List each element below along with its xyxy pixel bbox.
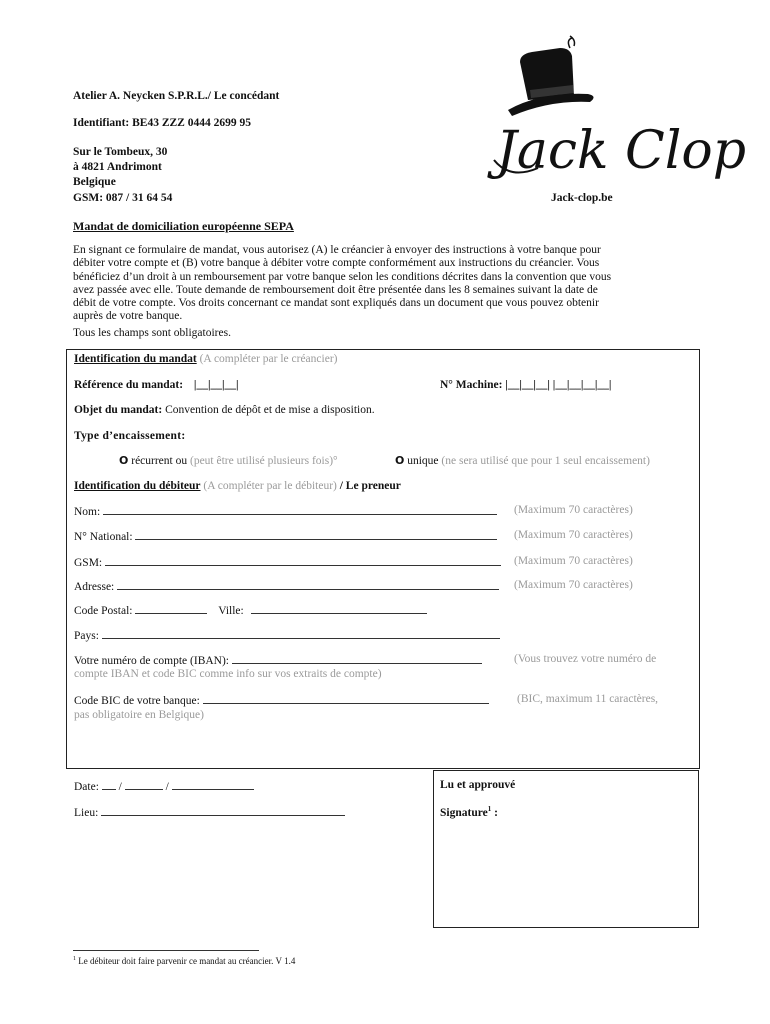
iban-label: Votre numéro de compte (IBAN): bbox=[74, 655, 229, 667]
footnote-marker: 1 bbox=[73, 956, 76, 962]
field-label: Nom: bbox=[74, 506, 101, 518]
field-bic bbox=[74, 693, 489, 707]
bic-hint: (BIC, maximum 11 caractères, bbox=[517, 693, 659, 705]
iban-input[interactable] bbox=[232, 653, 482, 664]
debtor-section-hint: (A compléter par le débiteur) bbox=[203, 480, 337, 492]
machine-number bbox=[440, 379, 611, 391]
recurrent-radio[interactable]: O bbox=[119, 454, 129, 467]
approved-label: Lu et approuvé bbox=[440, 779, 516, 791]
field-name bbox=[74, 504, 497, 518]
phone-number: GSM: 087 / 31 64 54 bbox=[73, 192, 173, 204]
intro-line: bénéficiez d’un droit à un remboursement par votre banque selon les conditions décrites dans la convention que vous bbox=[73, 270, 612, 283]
intro-line: auprès de votre banque. bbox=[73, 310, 183, 323]
debtor-section-suffix: / Le preneur bbox=[339, 480, 401, 492]
postal-code-input[interactable] bbox=[135, 603, 207, 614]
creditor-section-title: Identification du mandat bbox=[74, 353, 197, 365]
footnote-text: Le débiteur doit faire parvenir ce mandat au créancier. V 1.4 bbox=[78, 956, 296, 966]
machine-input[interactable]: |__|__|__| |__|__|__|__| bbox=[505, 379, 612, 391]
mandate-reference bbox=[74, 379, 239, 391]
object-value: Convention de dépôt et de mise a disposition. bbox=[165, 404, 375, 416]
creditor-section-hint: (A compléter par le créancier) bbox=[199, 353, 338, 365]
gsm-input[interactable] bbox=[105, 555, 501, 566]
country-input[interactable] bbox=[102, 628, 500, 639]
field-label: N° National: bbox=[74, 531, 133, 543]
intro-line: En signant ce formulaire de mandat, vous autorisez (A) le créancier à envoyer des instructions à votre banque pour bbox=[73, 244, 601, 256]
date-separator: / bbox=[165, 781, 169, 793]
address-city: à 4821 Andrimont bbox=[73, 161, 162, 173]
field-label: Adresse: bbox=[74, 581, 115, 593]
jack-clop-logo bbox=[490, 40, 747, 185]
field-postal-city bbox=[74, 603, 427, 617]
iban-hint: (Vous trouvez votre numéro de bbox=[514, 653, 657, 665]
address-street: Sur le Tombeux, 30 bbox=[73, 146, 168, 158]
place-input[interactable] bbox=[101, 805, 345, 816]
place-field bbox=[74, 805, 345, 819]
reference-label: Référence du mandat: bbox=[74, 379, 184, 391]
mandate-title: Mandat de domiciliation européenne SEPA bbox=[73, 219, 294, 233]
field-country bbox=[74, 628, 500, 642]
unique-label: unique bbox=[407, 455, 439, 467]
creditor-identifier: Identifiant: BE43 ZZZ 0444 2699 95 bbox=[73, 117, 251, 129]
logo-text: Jack Clop bbox=[496, 121, 747, 181]
field-iban bbox=[74, 653, 482, 667]
intro-line: débiter votre compte et (B) votre banque à débiter votre compte conformément aux instructions du créancier. Vous bbox=[73, 257, 600, 270]
signature-label: Signature bbox=[440, 806, 488, 819]
footnote bbox=[73, 956, 295, 966]
city-input[interactable] bbox=[251, 603, 427, 614]
field-hint: (Maximum 70 caractères) bbox=[514, 555, 633, 567]
bic-hint-continued: pas obligatoire en Belgique) bbox=[74, 709, 204, 721]
required-fields-note: Tous les champs sont obligatoires. bbox=[73, 327, 231, 339]
date-label: Date: bbox=[74, 781, 99, 793]
signature-label-row bbox=[440, 805, 498, 819]
reference-input[interactable]: |__|__|__| bbox=[193, 379, 239, 391]
signature-footnote-ref: 1 bbox=[487, 805, 492, 813]
recurrent-option[interactable] bbox=[119, 454, 338, 467]
address-input[interactable] bbox=[117, 579, 499, 590]
recurrent-label: récurrent ou bbox=[131, 455, 188, 467]
field-label: GSM: bbox=[74, 557, 103, 569]
date-field bbox=[74, 779, 254, 793]
date-separator: / bbox=[118, 781, 122, 793]
country-label: Pays: bbox=[74, 630, 99, 642]
machine-label: N° Machine: bbox=[440, 379, 503, 391]
date-day-input[interactable] bbox=[102, 779, 116, 790]
mandate-object bbox=[74, 404, 375, 416]
unique-radio[interactable]: O bbox=[395, 454, 405, 467]
field-national-number bbox=[74, 529, 497, 543]
unique-option[interactable] bbox=[395, 454, 650, 467]
field-hint: (Maximum 70 caractères) bbox=[514, 529, 633, 541]
intro-line: débit de votre compte. Vos droits concernant ce mandat sont expliqués dans un document que vous pouvez obtenir bbox=[73, 297, 599, 310]
field-gsm bbox=[74, 555, 501, 569]
bic-label: Code BIC de votre banque: bbox=[74, 695, 200, 707]
unique-hint: (ne sera utilisé que pour 1 seul encaissement) bbox=[441, 455, 650, 467]
mandate-intro bbox=[73, 244, 693, 324]
company-name: Atelier A. Neycken S.P.R.L./ Le concédant bbox=[73, 90, 280, 102]
address-country: Belgique bbox=[73, 176, 116, 188]
footnote-divider bbox=[73, 950, 259, 951]
field-hint: (Maximum 70 caractères) bbox=[514, 579, 633, 591]
signature-colon: : bbox=[491, 806, 498, 819]
date-year-input[interactable] bbox=[172, 779, 254, 790]
bic-input[interactable] bbox=[203, 693, 489, 704]
debtor-section-title: Identification du débiteur bbox=[74, 480, 201, 492]
iban-hint-continued: compte IBAN et code BIC comme info sur vos extraits de compte) bbox=[74, 668, 382, 680]
debtor-section-header bbox=[74, 480, 401, 492]
creditor-section-header bbox=[74, 353, 337, 365]
city-label: Ville: bbox=[218, 605, 244, 617]
object-label: Objet du mandat: bbox=[74, 404, 163, 416]
collection-type-label: Type d’encaissement: bbox=[74, 430, 186, 442]
field-address bbox=[74, 579, 499, 593]
postal-label: Code Postal: bbox=[74, 605, 133, 617]
website: Jack-clop.be bbox=[551, 192, 613, 204]
place-label: Lieu: bbox=[74, 807, 99, 819]
national-number-input[interactable] bbox=[135, 529, 497, 540]
intro-line: avez passée avec elle. Toute demande de remboursement doit être présentée dans les 8 semaines suivant la date de bbox=[73, 283, 598, 296]
date-month-input[interactable] bbox=[125, 779, 163, 790]
field-hint: (Maximum 70 caractères) bbox=[514, 504, 633, 516]
recurrent-hint: (peut être utilisé plusieurs fois)° bbox=[189, 455, 338, 467]
name-input[interactable] bbox=[103, 504, 497, 515]
signature-box[interactable] bbox=[433, 770, 699, 928]
